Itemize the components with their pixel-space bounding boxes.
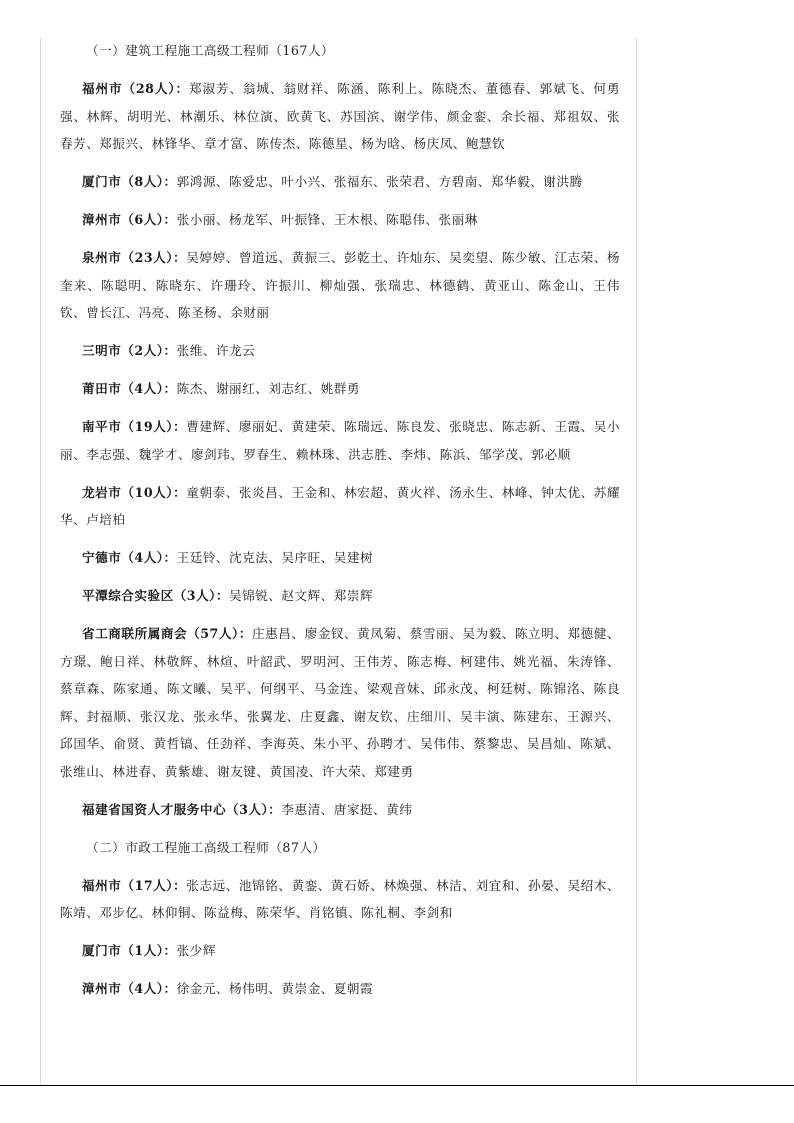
page-bottom-rule: [0, 1085, 794, 1086]
name-list: 张维、许龙云: [176, 343, 256, 358]
name-list: 张志远、池锦铭、黄銮、黄石娇、林焕强、林洁、刘宜和、孙晏、吴绍木、陈靖、邓步亿、林仰铜、陈益梅、陈荣华、肖铭镇、陈礼桐、李剑和: [60, 877, 621, 920]
list-item: [60, 796, 620, 824]
name-list: 曹建辉、廖丽妃、黄建荣、陈瑞远、陈良发、张晓忠、陈志新、王霞、吴小丽、李志强、魏学才、廖剑玮、罗春生、赖林珠、洪志胜、李炜、陈浜、邹学茂、郭必顺: [60, 419, 621, 462]
name-list: 吴婷婷、曾道远、黄振三、彭乾土、许灿东、吴奕望、陈少敏、江志荣、杨奎来、陈聪明、陈晓东、许珊玲、许振川、柳灿强、张瑞忠、林德鹤、黄亚山、陈金山、王伟钦、曾长江、冯亮、陈圣杨、余财丽: [60, 250, 621, 320]
region-label: 福建省国资人才服务中心（3人）：: [82, 801, 282, 817]
name-list: 张少辉: [176, 943, 216, 958]
left-margin-line: [40, 38, 41, 1085]
list-item: [60, 337, 620, 365]
region-label: 厦门市（1人）：: [82, 943, 177, 958]
region-label: 漳州市（4人）：: [82, 981, 177, 996]
region-label: 龙岩市（10人）：: [82, 484, 187, 500]
name-list: 陈杰、谢丽红、刘志红、姚群勇: [176, 381, 360, 396]
section-heading: （二）市政工程施工高级工程师（87人）: [86, 839, 326, 855]
name-list: 郑淑芳、翁城、翁财祥、陈涵、陈利上、陈晓杰、董德春、郭斌飞、何勇强、林辉、胡明光、林潮乐、林位演、欧黄飞、苏国滨、谢学伟、颜金銮、余长福、郑祖奴、张春芳、郑振兴、林锋华、章才富、陈传杰、陈德星、杨为晗、杨庆凤、鲍慧钦: [60, 81, 620, 151]
name-list: 吴锦锐、赵文辉、郑崇辉: [229, 588, 374, 603]
list-item: [60, 206, 620, 234]
list-item: [60, 937, 620, 965]
name-list: 徐金元、杨伟明、黄崇金、夏朝霞: [176, 981, 374, 996]
list-item: [60, 244, 620, 327]
region-label: 福州市（17人）：: [82, 877, 187, 893]
list-item: [60, 75, 620, 158]
region-label: 泉州市（23人）：: [82, 250, 187, 265]
name-list: 李惠清、唐家挺、黄纬: [281, 801, 413, 817]
list-item: [60, 168, 620, 196]
list-item: [60, 544, 620, 572]
list-item: [60, 975, 620, 1003]
region-label: 平潭综合实验区（3人）：: [82, 588, 229, 603]
list-item: [60, 479, 620, 534]
region-label: 南平市（19人）：: [82, 419, 187, 434]
section-heading: （一）建筑工程施工高级工程师（167人）: [86, 43, 335, 58]
name-list: 王廷铃、沈克法、吴序旺、吴建树: [176, 550, 374, 565]
region-label: 宁德市（4人）：: [82, 550, 177, 565]
list-item: [60, 582, 620, 610]
region-label: 省工商联所属商会（57人）：: [82, 626, 253, 641]
name-list: 庄惠昌、廖金钗、黄凤菊、蔡雪丽、吴为毅、陈立明、郑德健、方璟、鲍日祥、林敬辉、林煊、叶韶武、罗明河、王伟芳、陈志梅、柯建伟、姚光福、朱涛锋、蔡章森、陈家通、陈文曦、吴平、何纲平、马金连、梁观音妹、邱永茂、柯廷树、陈锦洺、陈良辉、封福顺、张汉龙、张永华、张翼龙、庄夏鑫、谢友钦、庄细川、吴丰演、陈建东、王源兴、邱国华、俞贤、黄哲镐、任劲祥、李海英、朱小平、孙聘才、吴伟伟、蔡黎忠、吴昌灿、陈斌、张维山、林进春、黄紫雄、谢友键、黄国凌、许大荣、郑建勇: [60, 626, 621, 779]
name-list: 郭鸿源、陈爱忠、叶小兴、张福东、张荣君、方碧南、郑华毅、谢洪腾: [176, 174, 583, 189]
region-label: 莆田市（4人）：: [82, 381, 177, 396]
region-label: 厦门市（8人）：: [82, 174, 177, 189]
region-label: 漳州市（6人）：: [82, 212, 177, 227]
list-item: [60, 872, 620, 927]
region-label: 三明市（2人）：: [82, 343, 177, 358]
list-item: [60, 620, 620, 785]
list-item: [60, 375, 620, 403]
region-label: 福州市（28人）：: [82, 81, 189, 96]
right-margin-line: [636, 38, 637, 1085]
name-list: 童朝泰、张炎昌、王金和、林宏超、黄火祥、汤永生、林峰、钟太优、苏耀华、卢培柏: [60, 484, 621, 527]
list-item: [60, 413, 620, 468]
name-list: 张小丽、杨龙军、叶振锋、王木根、陈聪伟、张丽琳: [176, 212, 478, 227]
document-body: [60, 37, 620, 1013]
